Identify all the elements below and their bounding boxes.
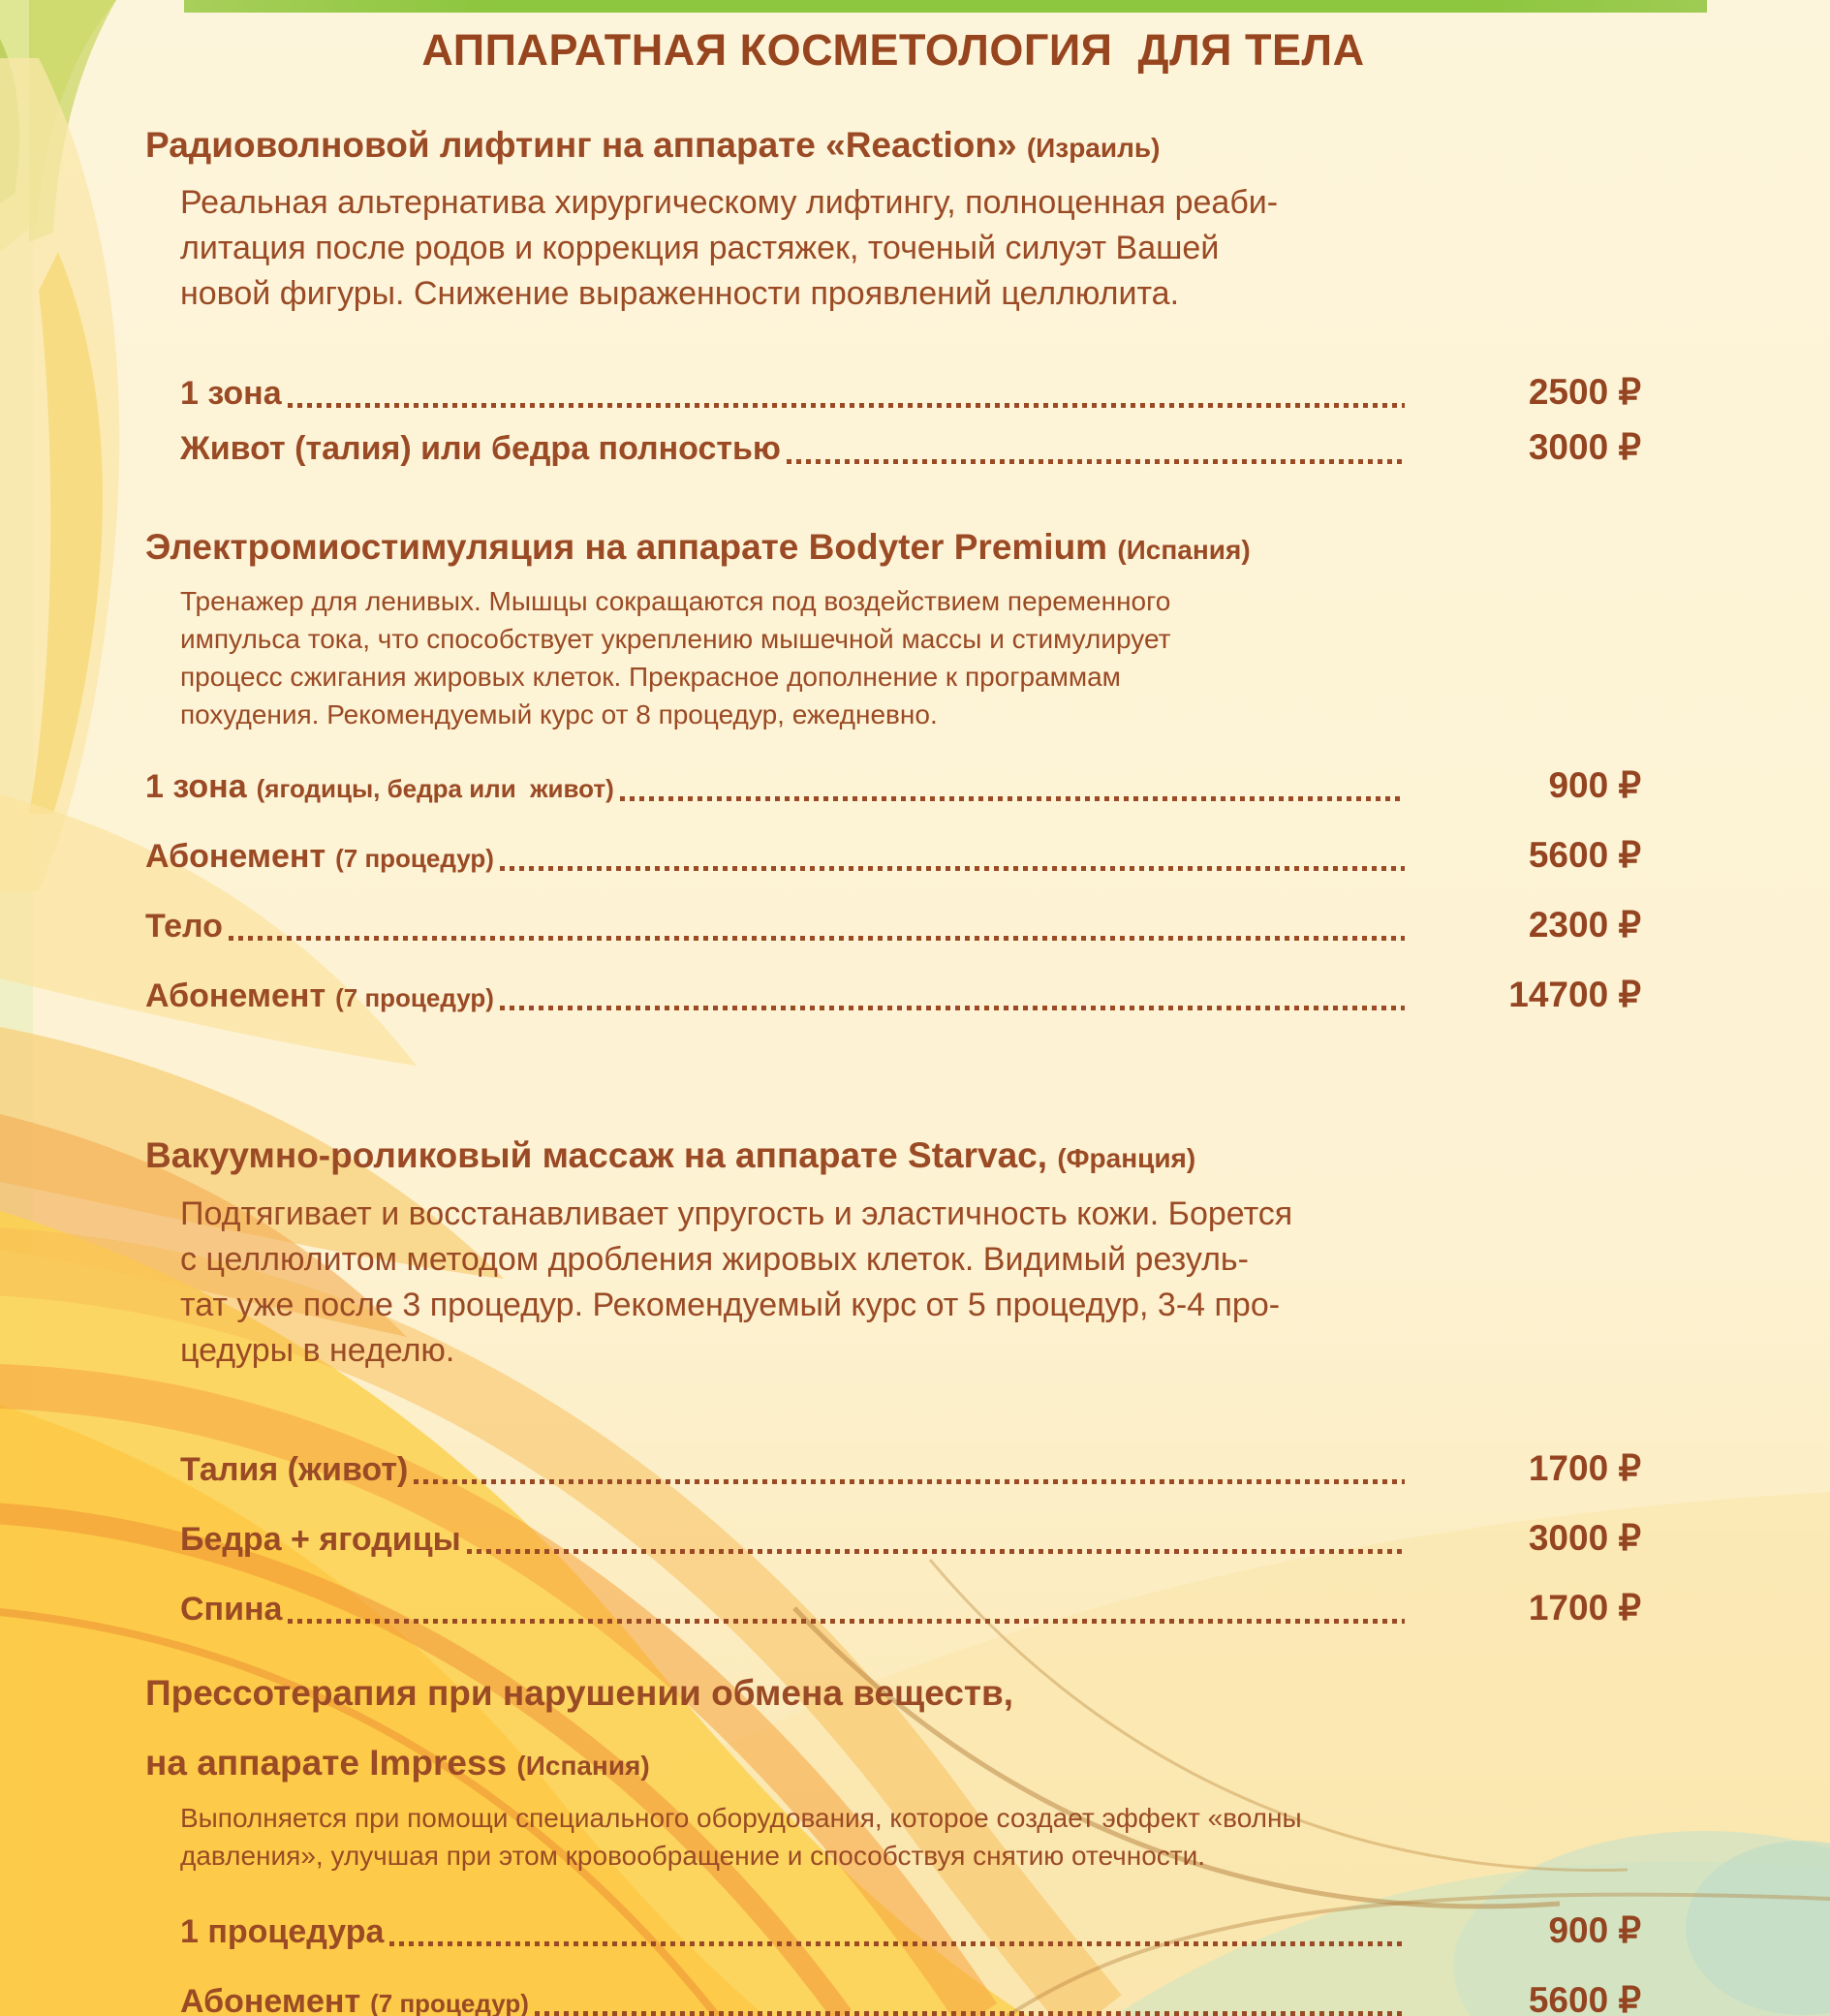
price-value: 900 ₽ — [1548, 1909, 1641, 1950]
dotted-leader — [535, 2011, 1405, 2016]
service-note: (7 процедур) — [335, 983, 494, 1013]
section-heading-line-1 — [145, 1672, 1641, 1715]
price-row — [145, 972, 1641, 1018]
price-row — [145, 902, 1641, 948]
service-note: (7 процедур) — [370, 1988, 529, 2016]
dotted-leader — [288, 403, 1405, 408]
price-row — [180, 1585, 1641, 1631]
price-value: 3000 ₽ — [1528, 427, 1641, 468]
price-rows — [145, 1445, 1641, 1631]
dotted-leader — [787, 459, 1405, 464]
service-label — [145, 835, 494, 878]
price-row — [180, 1907, 1641, 1954]
dotted-leader — [467, 1549, 1405, 1554]
section-heading — [145, 124, 1641, 167]
description-line: с целлюлитом методом дробления жировых клеток. Видимый резуль- — [180, 1240, 1249, 1278]
service-name: Бедра + ягодицы — [180, 1520, 461, 1558]
section-description — [145, 582, 1641, 733]
description-line: литация после родов и коррекция растяжек, точеный силуэт Вашей — [180, 230, 1220, 267]
service-name: Абонемент — [145, 977, 326, 1015]
service-name: 1 процедура — [180, 1912, 385, 1950]
section-description — [145, 1192, 1641, 1374]
price-row — [180, 424, 1641, 471]
price-row — [180, 1515, 1641, 1562]
price-value: 1700 ₽ — [1528, 1447, 1641, 1488]
service-label — [145, 905, 223, 947]
page-title: АППАРАТНАЯ КОСМЕТОЛОГИЯ ДЛЯ ТЕЛА — [421, 25, 1365, 75]
price-value: 2300 ₽ — [1528, 905, 1641, 946]
service-name: Талия (живот) — [180, 1450, 409, 1488]
service-label — [145, 765, 614, 808]
service-name: Абонемент — [145, 838, 326, 876]
service-label — [180, 1910, 384, 1953]
price-rows — [145, 1907, 1641, 2016]
description-line: процесс сжигания жировых клеток. Прекрасное дополнение к программам — [180, 661, 1121, 692]
service-label — [180, 1448, 408, 1491]
price-value: 1700 ₽ — [1528, 1587, 1641, 1628]
dotted-leader — [414, 1479, 1405, 1484]
description-line: цедуры в неделю. — [180, 1331, 455, 1369]
section-title: Прессотерапия при нарушении обмена веществ, — [145, 1673, 1014, 1714]
price-row — [180, 1445, 1641, 1492]
description-line: Тренажер для ленивых. Мышцы сокращаются под воздействием переменного — [180, 585, 1171, 616]
service-label — [180, 1980, 529, 2016]
price-value: 5600 ₽ — [1528, 1979, 1641, 2016]
service-label — [180, 1518, 461, 1561]
price-value: 14700 ₽ — [1508, 975, 1641, 1015]
description-line: давления», улучшая при этом кровообращение и способствуя снятию отечности. — [180, 1840, 1206, 1871]
content — [0, 25, 1830, 2016]
price-rows — [145, 762, 1641, 1018]
service-name: Спина — [180, 1590, 283, 1628]
section-radiowave-lifting — [145, 124, 1641, 472]
section-vacuum-roller-massage — [145, 1134, 1641, 1631]
description-line: тат уже после 3 процедур. Рекомендуемый курс от 5 процедур, 3-4 про- — [180, 1286, 1281, 1323]
section-origin-country: (Испания) — [1117, 534, 1251, 565]
price-row — [145, 832, 1641, 879]
service-name: Абонемент — [180, 1982, 361, 2016]
section-origin-country: (Испания) — [516, 1751, 650, 1782]
price-value: 900 ₽ — [1548, 764, 1641, 805]
description-line: новой фигуры. Снижение выраженности проявлений целлюлита. — [180, 275, 1180, 313]
section-description — [145, 1799, 1641, 1875]
description-line: похудения. Рекомендуемый курс от 8 процедур, ежедневно. — [180, 698, 938, 729]
dotted-leader — [389, 1941, 1405, 1946]
section-pressotherapy — [145, 1672, 1641, 2016]
dotted-leader — [500, 1006, 1405, 1010]
service-label — [180, 427, 781, 470]
price-row — [145, 762, 1641, 809]
section-origin-country: (Франция) — [1057, 1143, 1196, 1174]
section-electromyostimulation — [145, 526, 1641, 1019]
top-accent-bar — [184, 0, 1707, 13]
service-name: Тело — [145, 908, 223, 946]
section-heading — [145, 526, 1641, 569]
service-note: (7 процедур) — [335, 844, 494, 874]
description-line: импульса тока, что способствует укреплению мышечной массы и стимулирует — [180, 623, 1171, 654]
price-value: 3000 ₽ — [1528, 1517, 1641, 1558]
description-line: Выполняется при помощи специального оборудования, которое создает эффект «волны — [180, 1802, 1302, 1833]
price-row — [180, 1977, 1641, 2016]
service-note: (ягодицы, бедра или живот) — [256, 773, 614, 803]
price-value: 5600 ₽ — [1528, 835, 1641, 876]
price-value: 2500 ₽ — [1528, 372, 1641, 413]
price-row — [180, 369, 1641, 416]
section-title: Электромиостимуляция на аппарате Bodyter Premium — [145, 526, 1108, 567]
section-heading — [145, 1134, 1641, 1177]
service-label — [180, 372, 282, 415]
description-line: Реальная альтернатива хирургическому лифтингу, полноценная реаби- — [180, 184, 1279, 222]
section-title: Вакуумно-роликовый массаж на аппарате Starvac, — [145, 1135, 1048, 1176]
service-name: 1 зона — [145, 767, 247, 805]
dotted-leader — [500, 866, 1405, 871]
price-rows — [145, 369, 1641, 471]
dotted-leader — [620, 796, 1405, 801]
dotted-leader — [229, 936, 1405, 941]
section-title: на аппарате Impress — [145, 1743, 508, 1783]
service-label — [145, 975, 494, 1017]
description-line: Подтягивает и восстанавливает упругость и эластичность кожи. Борется — [180, 1194, 1293, 1232]
section-title: Радиоволновой лифтинг на аппарате «Reaction» — [145, 125, 1017, 165]
service-name: Живот (талия) или бедра полностью — [180, 430, 781, 468]
section-origin-country: (Израиль) — [1026, 133, 1161, 163]
service-label — [180, 1588, 282, 1630]
service-name: 1 зона — [180, 375, 282, 413]
section-description — [145, 180, 1641, 317]
section-heading-line-2 — [145, 1742, 1641, 1784]
dotted-leader — [288, 1619, 1405, 1624]
